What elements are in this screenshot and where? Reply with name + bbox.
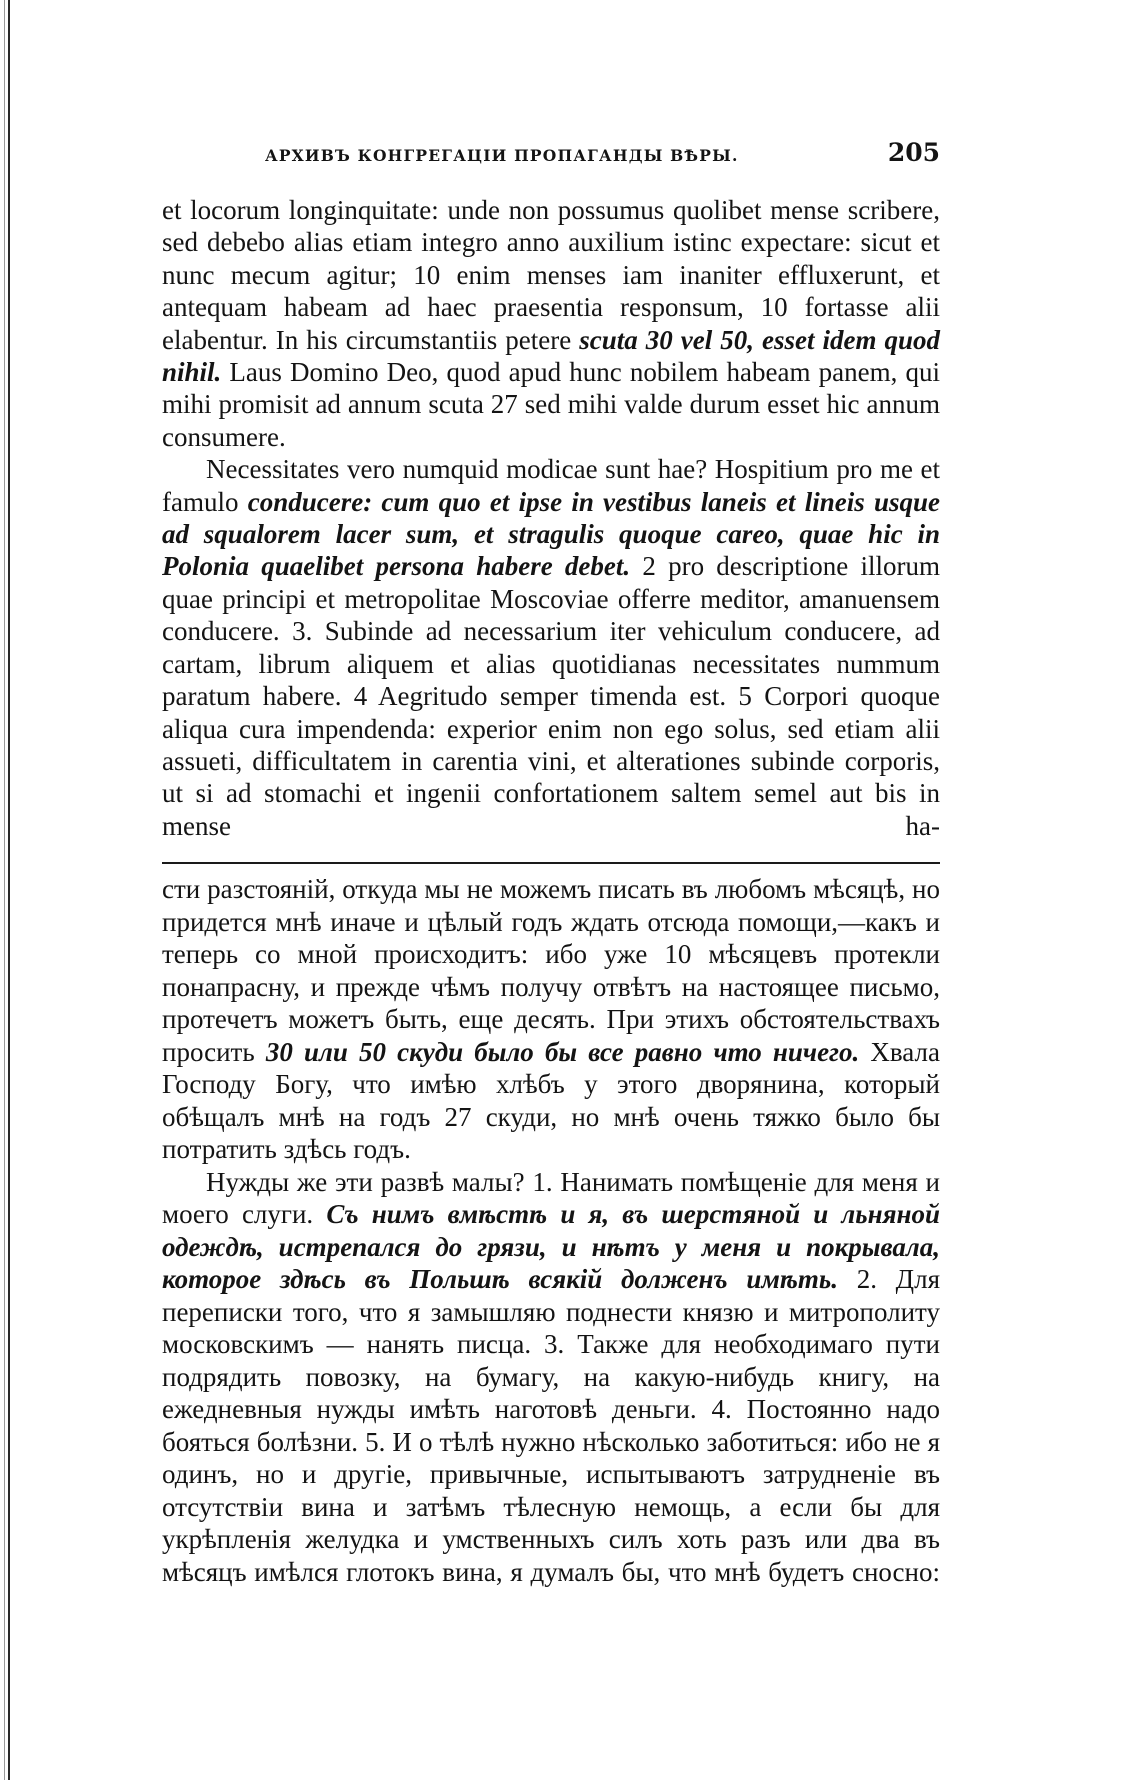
latin-p2-italic: conducere: cum quo et ipse in vestibus laneis et lineis usque ad squalorem lacer sum, et stragulis quoque careo, quae hic in Polonia quaelibet persona habere debet. — [162, 486, 941, 582]
russian-p2-text-b: 2. Для переписки того, что я замышляю поднести князю и митрополиту московскимъ — нанять писца. 3. Также для необходимаго пути подрядить повозку, на бумагу, на какую-нибудь книгу, на ежедневныя нужды имѣть наготовѣ деньги. 4. Постоянно надо бояться болѣзни. 5. И о тѣлѣ нужно нѣсколько заботиться: ибо не я одинъ, но и другіе, привычные, испытываютъ затрудненіе въ отсутствіи вина и затѣмъ тѣлесную немощь, а если бы для укрѣпленія желудка и умственныхъ силъ хоть разъ или два въ мѣсяцъ имѣлся глотокъ вина, я думалъ бы, что мнѣ будетъ сносно: — [162, 1264, 940, 1587]
latin-p2-text-b: 2 pro descriptione illorum quae principi et metropolitae Moscoviae offerre meditor, amanuensem conducere. 3. Subinde ad necessarium iter vehiculum conducere, ad cartam, librum aliquem et alias quotidianas necessitates nummum paratum habere. 4 Aegritudo semper timenda est. 5 Corpori quoque aliqua cura impendenda: experior enim non ego solus, sed etiam alii assueti, difficultatem in carentia vini, et alterationes subinde corporis, ut si ad stomachi et ingenii confortationem saltem semel aut bis in mense ha- — [162, 551, 940, 841]
latin-p2-text-a: Necessitates vero numquid modicae sunt hae? Hospitium pro me et famulo — [162, 454, 940, 517]
latin-text-block — [162, 194, 940, 842]
russian-paragraph-2 — [162, 1166, 940, 1589]
russian-p1-italic: 30 или 50 скуди было бы все равно что ничего. — [265, 1036, 860, 1067]
russian-p1-text-b: Хвала Господу Богу, что имѣю хлѣбъ у этого дворянина, который обѣщалъ мнѣ на годъ 27 скуди, но мнѣ очень тяжко было бы потратить здѣсь годъ. — [162, 1036, 940, 1164]
translation-divider — [162, 862, 940, 864]
latin-paragraph-2 — [162, 453, 940, 842]
page-number: 205 — [887, 138, 940, 167]
russian-p1-text-a: сти разстояній, откуда мы не можемъ писать въ любомъ мѣсяцѣ, но придется мнѣ иначе и цѣлый годъ ждать отсюда помощи,—какъ и теперь со мной происходитъ: ибо уже 10 мѣсяцевъ протекли понапрасну, и прежде чѣмъ получу отвѣтъ на настоящее письмо, протечетъ можетъ быть, еще десять. При этихъ обстоятельствахъ просить — [162, 874, 940, 1067]
running-head: АРХИВЪ КОНГРЕГАЦІИ ПРОПАГАНДЫ ВѢРЫ. — [265, 146, 739, 165]
latin-paragraph-1 — [162, 194, 940, 453]
russian-translation-block — [162, 873, 940, 1588]
russian-p2-italic: Съ нимъ вмѣстѣ и я, въ шерстяной и льняной одеждѣ, истрепался до грязи, и нѣтъ у меня и покрывала, которое здѣсь въ Польшѣ всякій долженъ имѣть. — [162, 1199, 940, 1294]
russian-paragraph-1 — [162, 873, 940, 1166]
russian-p2-text-a: Нужды же эти развѣ малы? 1. Нанимать помѣщеніе для меня и моего слуги. — [162, 1166, 940, 1229]
page-binding-shadow — [4, 0, 5, 1780]
latin-p1-italic: scuta 30 vel 50, esset idem quod nihil. — [162, 324, 941, 388]
latin-p1-text-a: et locorum longinquitate: unde non possumus quolibet mense scribere, sed debebo alias etiam integro anno auxilium istinc expectare: sicut et nunc mecum agitur; 10 enim menses iam inaniter effluxerunt, et antequam habeam ad haec praesentia responsum, 10 fortasse alii elabentur. In his circumstantiis petere — [162, 195, 940, 355]
page-header — [160, 138, 940, 178]
latin-p1-text-b: Laus Domino Deo, quod apud hunc nobilem habeam panem, qui mihi promisit ad annum scuta 27 sed mihi valde durum esset hic annum consumere. — [162, 357, 940, 452]
page-binding-edge — [8, 0, 10, 1780]
